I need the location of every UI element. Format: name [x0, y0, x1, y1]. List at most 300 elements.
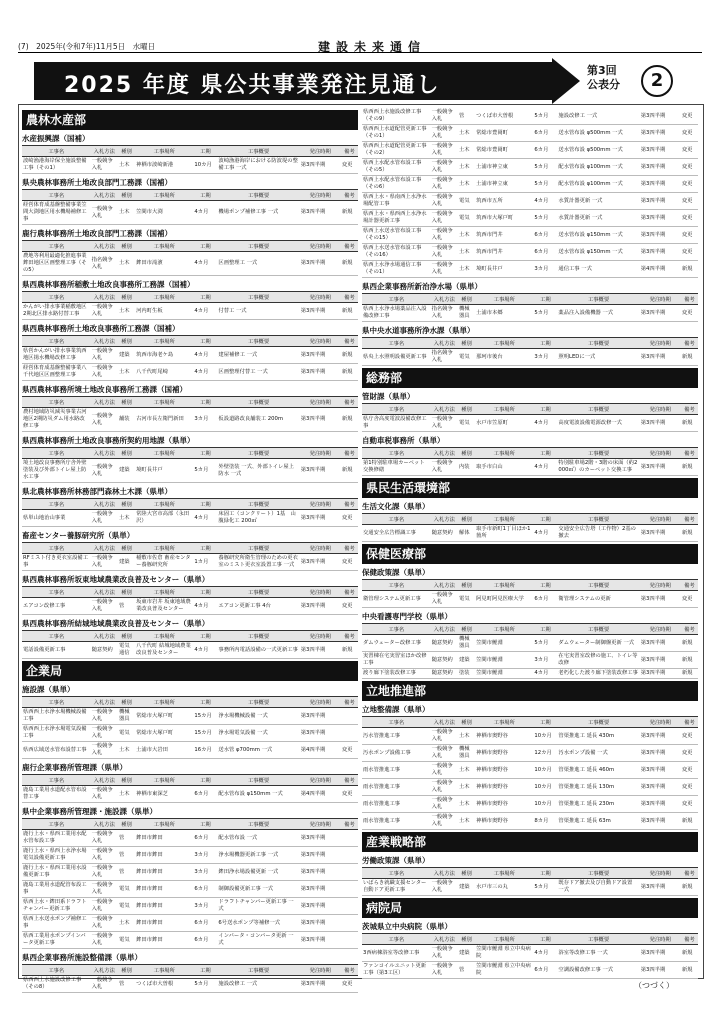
table-cell: 古河市長左衛門新田 [135, 408, 193, 432]
column-header: 備考 [341, 146, 358, 157]
table-cell: 一般競争入札 [91, 554, 118, 571]
table-cell: 仮設道路改良舗装工 200m [217, 408, 299, 432]
column-header: 工事場所 [135, 587, 193, 598]
table-cell: 雨水管推進工事 [362, 813, 431, 830]
table-cell: 第3四半期 [640, 125, 681, 142]
table-cell: 変更 [681, 176, 698, 193]
table-cell: 実習棟在宅実習室ほか改修工事 [362, 652, 431, 669]
office-heading: 鹿行農林事務所土地改良部門工務課（国補） [22, 229, 172, 238]
table-cell: 新規 [681, 635, 698, 652]
table-cell: 5カ月 [533, 108, 557, 125]
table-row [362, 945, 698, 962]
table-cell: 衛管理システムの更新 [557, 591, 639, 608]
table-header-row [22, 965, 358, 976]
table-cell: 変更 [341, 742, 358, 759]
table-header-row [22, 146, 358, 157]
column-header: 工期 [193, 543, 217, 554]
column-header: 工事名 [362, 514, 431, 525]
table-cell: 4カ月 [533, 945, 557, 962]
table-cell: 鉾田浄水場設備更新 一式 [217, 864, 299, 881]
column-header: 備考 [341, 775, 358, 786]
project-table [362, 579, 698, 608]
header-rule [18, 52, 702, 53]
column-header: 工期 [533, 404, 557, 415]
column-header: 備考 [341, 336, 358, 347]
table-cell: 6カ月 [533, 962, 557, 979]
table-cell: 土木 [458, 176, 475, 193]
table-row [22, 932, 358, 949]
column-header: 入札方法 [431, 934, 458, 945]
table-cell: 16カ月 [193, 742, 217, 759]
table-cell: 笠間市鯉淵 [475, 669, 533, 679]
table-cell: 電気 [458, 210, 475, 227]
office-heading: 県西農林事務所結城地域農業改良普及センター（県単） [22, 619, 210, 628]
column-header: 入札方法 [431, 514, 458, 525]
table-cell: 衛管理システム更新工事 [362, 591, 431, 608]
column-header: 入札方法 [91, 241, 118, 252]
table-cell: 送水管布設 φ500mm 一式 [557, 125, 639, 142]
table-cell: 県西西上水施設改修工事（その9） [362, 108, 431, 125]
table-cell: 一般競争入札 [431, 244, 458, 261]
table-cell: 電気 [118, 898, 135, 915]
table-cell: 境土地改良事務所庁舎外壁塗装及び外部トイレ屋上防水工事 [22, 459, 91, 483]
column-header: 工事場所 [475, 404, 533, 415]
column-header: 工事名 [22, 499, 91, 510]
table-cell: 土木 [458, 779, 475, 796]
column-header: 工事名 [22, 631, 91, 642]
table-cell: 一般競争入札 [91, 742, 118, 759]
table-row [22, 408, 358, 432]
table-cell: 一般競争入札 [91, 364, 118, 381]
table-cell: 付替工 一式 [217, 303, 299, 320]
table-row [22, 742, 358, 759]
table-cell: 12カ月 [533, 745, 557, 762]
column-header: 入札方法 [91, 146, 118, 157]
project-table [362, 513, 698, 542]
table-cell: 第3四半期 [640, 525, 681, 542]
table-cell: 第3四半期 [640, 142, 681, 159]
table-cell: 県西上水送水管布設工事（その16） [362, 244, 431, 261]
column-header: 種別 [458, 868, 475, 879]
table-header-row [362, 717, 698, 728]
column-header: 工事場所 [135, 543, 193, 554]
table-cell: 一般競争入札 [91, 932, 118, 949]
column-header: 工事名 [22, 448, 91, 459]
column-header: 工事概要 [217, 241, 299, 252]
table-cell: 笠間市鯉淵 [475, 635, 533, 652]
table-cell: 第3四半期 [300, 201, 341, 225]
table-cell: 変更 [681, 125, 698, 142]
table-cell: 建築 [118, 347, 135, 364]
table-cell: 在宅実習室改修の施工、トイレ等改修 [557, 652, 639, 669]
table-row [362, 525, 698, 542]
table-cell: 第3四半期 [640, 210, 681, 227]
table-cell: 一般競争入札 [431, 745, 458, 762]
table-cell: 建築 [458, 652, 475, 669]
column-header: 工期 [533, 448, 557, 459]
column-header: 工期 [533, 338, 557, 349]
table-cell: 土浦市大岩田 [135, 742, 193, 759]
column-header: 工事名 [22, 775, 91, 786]
table-cell: 3カ月 [193, 408, 217, 432]
table-cell: 土木 [118, 303, 135, 320]
table-row [22, 303, 358, 320]
table-cell: 4カ月 [193, 303, 217, 320]
table-cell: 既存ドア撤去及び自動ドア設置 一式 [557, 879, 639, 896]
column-header: 入札方法 [91, 587, 118, 598]
title-banner [34, 62, 552, 100]
table-row [22, 708, 358, 725]
page-title: 2025 年度 県公共事業発注見通し [64, 73, 441, 98]
table-cell: 電気 [458, 591, 475, 608]
table-cell: 県西上水・県南西上水浄水場配管工事 [362, 193, 431, 210]
table-cell: 6カ月 [533, 591, 557, 608]
table-cell [341, 932, 358, 949]
project-table [22, 189, 358, 225]
table-cell: 機場ポンプ補修工事 一式 [217, 201, 299, 225]
table-cell: 浄水場機械設備 一式 [217, 708, 299, 725]
table-cell: 第3四半期 [300, 847, 341, 864]
column-header: 発注時期 [300, 965, 341, 976]
project-table [22, 818, 358, 949]
table-row [362, 962, 698, 979]
table-cell: 3カ月 [533, 652, 557, 669]
table-cell: ダムウェーター制御盤更新 一式 [557, 635, 639, 652]
table-cell: 県西上水・鉾田系ドラフトチャンバー更新工事 [22, 898, 91, 915]
table-cell: 一般競争入札 [91, 847, 118, 864]
table-cell: 神栖市奥野谷 [475, 796, 533, 813]
column-header: 発注時期 [640, 868, 681, 879]
column-header: 工事概要 [217, 292, 299, 303]
table-cell: 管 [458, 962, 475, 979]
column-header: 備考 [341, 965, 358, 976]
column-header: 種別 [458, 717, 475, 728]
table-cell: 土木 [458, 159, 475, 176]
table-row [362, 591, 698, 608]
table-row [362, 796, 698, 813]
project-table [362, 108, 698, 278]
table-cell: 変更 [681, 142, 698, 159]
table-row [362, 176, 698, 193]
column-header: 備考 [341, 819, 358, 830]
table-cell: 4カ月 [193, 598, 217, 615]
table-cell: 管 [118, 598, 135, 615]
table-cell: 常総市大塚戸町 [135, 708, 193, 725]
column-header: 種別 [118, 336, 135, 347]
table-row [22, 898, 358, 915]
banner-arrow-icon [552, 58, 580, 104]
column-header: 工事場所 [135, 190, 193, 201]
column-header: 工事概要 [217, 190, 299, 201]
table-cell: 水戸市三の丸 [475, 879, 533, 896]
column-header: 工事概要 [217, 587, 299, 598]
table-cell: 新規 [681, 415, 698, 432]
table-row [362, 261, 698, 278]
table-row [362, 210, 698, 227]
table-cell: 新規 [341, 303, 358, 320]
column-header: 発注時期 [300, 146, 341, 157]
column-header: 備考 [681, 934, 698, 945]
column-header: 備考 [681, 624, 698, 635]
table-cell: 電気 [458, 349, 475, 366]
office-heading: 保健政策課（県単） [362, 568, 430, 577]
office-heading: 県央農林事務所土地改良部門工務課（国補） [22, 178, 172, 187]
column-header: 工事名 [362, 624, 431, 635]
table-cell: 神栖市奥野谷 [475, 728, 533, 745]
table-cell: 変更 [681, 591, 698, 608]
project-table [362, 293, 698, 322]
department-heading: 産業戦略部 [362, 832, 698, 852]
column-header: 発注時期 [300, 775, 341, 786]
table-cell: 指名競争入札 [431, 305, 458, 322]
table-cell: 第3四半期 [640, 193, 681, 210]
column-header: 発注時期 [640, 624, 681, 635]
table-cell: 新規 [681, 349, 698, 366]
table-cell: 取手市新町1丁目ほか1箇所 [475, 525, 533, 542]
column-header: 工期 [193, 190, 217, 201]
table-cell: 送水管布設 φ500mm 一式 [557, 142, 639, 159]
table-cell: 配水管布設 φ100mm 一式 [557, 159, 639, 176]
table-cell: 第3四半期 [300, 642, 341, 659]
column-header: 工期 [193, 448, 217, 459]
column-header: 工事概要 [217, 448, 299, 459]
table-cell: 4カ月 [533, 669, 557, 679]
project-table [22, 964, 358, 993]
table-cell: 県西西上水道配管更新工事（その1） [362, 125, 431, 142]
table-cell: 坂東市岩井 坂東地域農業改良普及センター [135, 598, 193, 615]
table-cell: 水質計器更新 一式 [557, 210, 639, 227]
column-header: 発注時期 [640, 294, 681, 305]
table-cell: 3カ月 [193, 847, 217, 864]
column-header: 入札方法 [91, 631, 118, 642]
project-table [362, 337, 698, 366]
table-cell: 一般競争入札 [431, 227, 458, 244]
column-header: 入札方法 [431, 448, 458, 459]
table-cell: 管 [458, 108, 475, 125]
column-header: 工事場所 [475, 580, 533, 591]
table-cell: 制御設備更新工事 一式 [217, 881, 299, 898]
table-cell: 土木 [118, 157, 135, 174]
table-cell: 河内町生板 [135, 303, 193, 320]
table-cell: 県西工業用水ポンプインバータ更新工事 [22, 932, 91, 949]
table-cell: 農村地域防災減災事業古河地区2期防災ダム用水路改修工事 [22, 408, 91, 432]
column-header: 発注時期 [300, 631, 341, 642]
table-cell: 管渠推進工 延長 460m [557, 762, 639, 779]
office-heading: 県中企業事務所管理課・施設課（県単） [22, 807, 157, 816]
table-cell: 6カ月 [193, 830, 217, 847]
table-cell: 6カ月 [193, 932, 217, 949]
column-header: 備考 [341, 190, 358, 201]
office-heading: 生活文化課（県単） [362, 502, 430, 511]
column-header: 工期 [193, 775, 217, 786]
table-row [22, 864, 358, 881]
table-row [362, 635, 698, 652]
table-cell: 10カ月 [533, 762, 557, 779]
column-header: 工事場所 [475, 338, 533, 349]
table-cell: 4カ月 [193, 364, 217, 381]
table-row [22, 598, 358, 615]
office-heading: 施設課（県単） [22, 685, 75, 694]
project-table [22, 145, 358, 174]
column-header: 発注時期 [300, 499, 341, 510]
column-header: 工事概要 [217, 146, 299, 157]
column-header: 工事場所 [135, 292, 193, 303]
table-cell: 一般競争入札 [431, 125, 458, 142]
column-header: 工事場所 [135, 448, 193, 459]
table-cell: 阿見町阿見医療大学 [475, 591, 533, 608]
table-cell: 5カ月 [533, 635, 557, 652]
table-header-row [362, 624, 698, 635]
table-cell: 養豚研究所衛生管理のための更衣室のミスト更衣室設置工事 一式 [217, 554, 299, 571]
table-cell: 第3四半期 [300, 510, 341, 527]
table-cell: 笠間市鯉淵 [475, 652, 533, 669]
table-cell: 電気 [458, 193, 475, 210]
column-header: 発注時期 [640, 934, 681, 945]
table-cell: 第3四半期 [640, 728, 681, 745]
table-cell: 一般競争入札 [431, 159, 458, 176]
table-cell: 経営体育成基盤整備事業八千代地区区画整理工事 [22, 364, 91, 381]
column-header: 備考 [681, 717, 698, 728]
table-cell [341, 864, 358, 881]
table-cell: ダムウェーター改修工事 [362, 635, 431, 652]
badge-number: 2 [641, 65, 673, 97]
table-cell: 波崎漁港海岸保全施設整備工事（その1） [22, 157, 91, 174]
office-heading: 県西企業事務所新治浄水場（県単） [362, 282, 482, 291]
office-heading: 茨城県立中央病院（県単） [362, 922, 452, 931]
table-cell: 一般競争入札 [91, 881, 118, 898]
column-header: 工事名 [22, 819, 91, 830]
table-cell: 県西上水浄水場薬品注入設備改修工事 [362, 305, 431, 322]
table-cell: 5カ月 [533, 305, 557, 322]
table-header-row [362, 934, 698, 945]
table-cell: エアコン更新工事 4台 [217, 598, 299, 615]
table-cell: 4カ月 [193, 510, 217, 527]
table-cell: 機械器具 [458, 635, 475, 652]
table-cell: 鹿島工業用水道配水管布設替工事 [22, 786, 91, 803]
table-cell: 建築 [458, 879, 475, 896]
table-cell: 建築 [118, 459, 135, 483]
column-header: 工事場所 [475, 624, 533, 635]
table-cell: 5カ月 [533, 159, 557, 176]
table-cell: 雨水管推進工事 [362, 762, 431, 779]
table-cell: 第1特別駐車場カーペット交換修繕 [362, 459, 431, 476]
table-row [22, 554, 358, 571]
column-header: 種別 [458, 448, 475, 459]
table-cell: 第3四半期 [300, 598, 341, 615]
table-cell: 新規 [341, 252, 358, 276]
table-row [22, 347, 358, 364]
project-table [22, 696, 358, 759]
table-cell: 6カ月 [533, 125, 557, 142]
table-cell: 鉾田市鉾田 [135, 830, 193, 847]
column-header: 入札方法 [431, 624, 458, 635]
column-header: 発注時期 [300, 448, 341, 459]
table-cell: 変更 [681, 193, 698, 210]
page-header [18, 38, 702, 54]
table-cell: 汚水ポンプ設備 一式 [557, 745, 639, 762]
table-cell: 浄水場電気設備 一式 [217, 725, 299, 742]
table-cell: 一般競争入札 [91, 915, 118, 932]
table-row [362, 142, 698, 159]
table-cell: 土木 [458, 261, 475, 278]
table-cell: 土木 [458, 762, 475, 779]
table-cell: 建築 [458, 945, 475, 962]
table-cell [341, 898, 358, 915]
table-cell: 農地等利用最適化推進事業鉾田地区区画整理工事（その5） [22, 252, 91, 276]
table-cell: 一般競争入札 [431, 879, 458, 896]
column-header: 発注時期 [300, 397, 341, 408]
column-header: 工事場所 [135, 241, 193, 252]
table-cell: 随意契約 [431, 635, 458, 652]
column-header: 備考 [341, 697, 358, 708]
table-cell: 一般競争入札 [431, 762, 458, 779]
column-header: 備考 [681, 580, 698, 591]
table-cell: 波崎漁港海岸における防波堤の整備工事 一式 [217, 157, 299, 174]
table-cell: 第3四半期 [640, 779, 681, 796]
table-cell: 一般競争入札 [91, 598, 118, 615]
table-cell: 高度電波設備電源改修一式 [557, 415, 639, 432]
table-row [22, 976, 358, 993]
column-header: 工事名 [362, 448, 431, 459]
table-cell: 土木 [118, 252, 135, 276]
column-header: 工事概要 [217, 965, 299, 976]
table-cell: 6カ月 [193, 786, 217, 803]
project-table [22, 542, 358, 571]
table-cell: 変更 [341, 554, 358, 571]
table-header-row [22, 697, 358, 708]
table-cell [341, 847, 358, 864]
table-cell: 第3四半期 [300, 554, 341, 571]
table-cell: 笠間市鯉淵 県立中央病院 [475, 945, 533, 962]
office-heading: 県西農林事務所土地改良事務所工務課（国補） [22, 324, 180, 333]
table-cell: エアコン改修工事 [22, 598, 91, 615]
office-heading: 水産振興課（国補） [22, 134, 90, 143]
project-table [22, 586, 358, 615]
table-cell: 第3四半期 [300, 881, 341, 898]
table-cell: 管渠推進工 延長 130m [557, 779, 639, 796]
office-heading: 労働政策課（県単） [362, 856, 430, 865]
column-header: 工事名 [362, 934, 431, 945]
office-heading: 県西農林事務所土地改良事務所契約用地課（県単） [22, 436, 195, 445]
table-cell: 一般競争入札 [91, 786, 118, 803]
table-cell: 第3四半期 [640, 813, 681, 830]
table-cell: 第3四半期 [640, 652, 681, 669]
issue-badge [585, 62, 703, 102]
column-header: 工事概要 [557, 624, 639, 635]
table-cell: 事務所内電話設備の一式更新工事 [217, 642, 299, 659]
table-cell: 15カ月 [193, 725, 217, 742]
project-table [22, 498, 358, 527]
table-cell: 県西西上水浄水場電気設備工事 [22, 725, 91, 742]
column-header: 工期 [193, 631, 217, 642]
table-cell: 第3四半期 [640, 635, 681, 652]
table-cell: 第3四半期 [300, 830, 341, 847]
table-cell: 10カ月 [193, 157, 217, 174]
column-header: 入札方法 [431, 294, 458, 305]
table-cell: 一般競争入札 [431, 813, 458, 830]
table-cell: 新規 [681, 669, 698, 679]
table-cell: 変更 [681, 745, 698, 762]
table-cell: 鉾田市滝濱 [135, 252, 193, 276]
column-header: 工事概要 [557, 580, 639, 591]
table-cell: 経営体育成基盤整備事業笠間大渕地区用水機場補修工事 [22, 201, 91, 225]
table-cell: 変更 [681, 305, 698, 322]
table-cell: 変更 [681, 227, 698, 244]
table-cell: 鉾田市鉾田 [135, 881, 193, 898]
table-cell: 一般競争入札 [91, 725, 118, 742]
column-header: 工事概要 [217, 499, 299, 510]
table-header-row [362, 404, 698, 415]
